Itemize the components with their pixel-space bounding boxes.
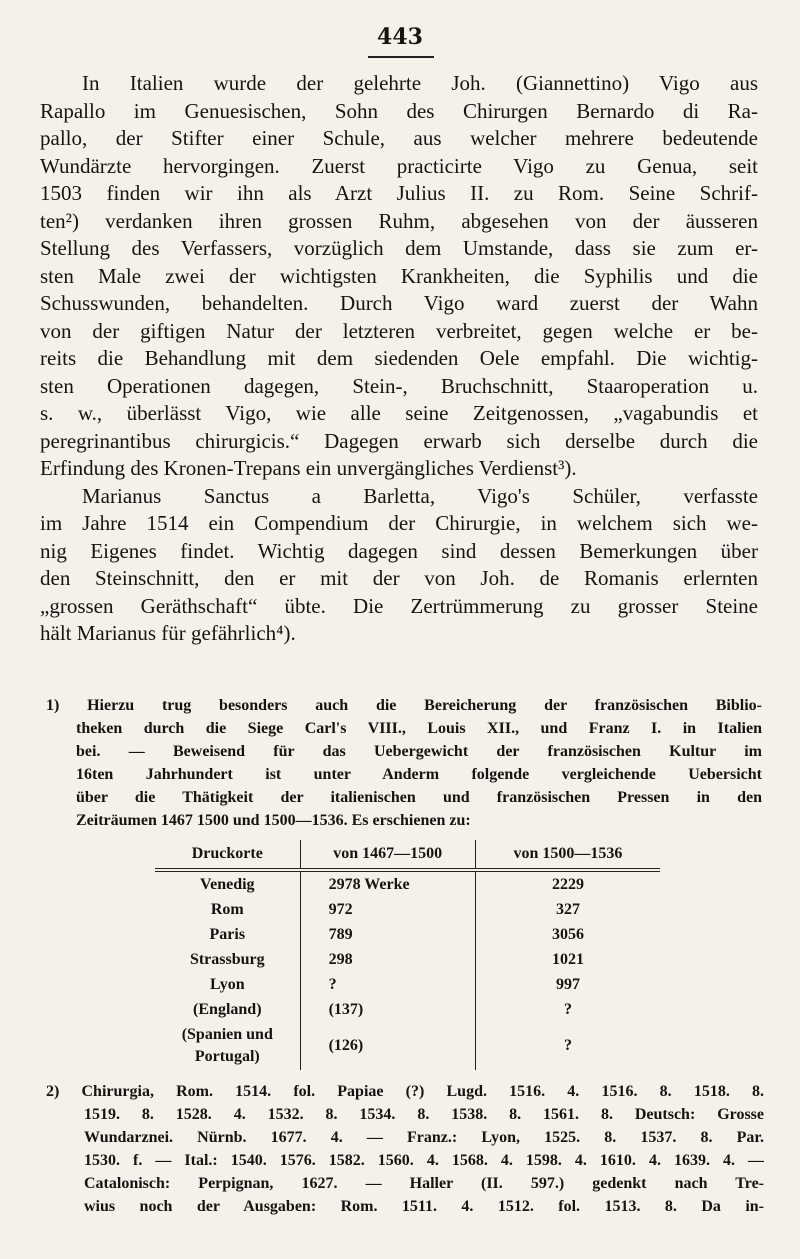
column-header: Druckorte (155, 840, 300, 870)
table-cell: 3056 (475, 922, 660, 947)
column-header: von 1467—1500 (300, 840, 475, 870)
table-cell: (Spanien und Portugal) (181, 1026, 273, 1065)
body-line: Stellung des Verfassers, vorzüglich dem Umstande, dass sie zum er- (40, 236, 758, 260)
table-cell: 1021 (475, 947, 660, 972)
footnote-2 (46, 1080, 764, 1218)
footnote-line: Wundarznei. Nürnb. 1677. 4. — Franz.: Lyon, 1525. 8. 1537. 8. Par. (84, 1129, 764, 1146)
table-cell: ? (475, 997, 660, 1022)
body-line: sten Male zwei der wichtigsten Krankheiten, die Syphilis und die (40, 263, 758, 288)
header-rule (368, 56, 434, 58)
table-cell: 298 (300, 947, 475, 972)
table-cell: (137) (300, 997, 475, 1022)
table-cell: ? (475, 1022, 660, 1070)
table-cell: Rom (210, 900, 244, 918)
body-line: Erfindung des Kronen-Trepans ein unvergängliches Verdienst³). (40, 456, 577, 480)
table-row (155, 997, 660, 1022)
table-cell: Venedig (200, 875, 255, 893)
footnote-line: wius noch der Ausgaben: Rom. 1511. 4. 1512. fol. 1513. 8. Da in- (84, 1198, 764, 1215)
table-cell: ? (300, 972, 475, 997)
body-line: Marianus Sanctus a Barletta, Vigo's Schüler, verfasste (82, 483, 758, 508)
footnote-1 (46, 694, 762, 832)
body-line: sten Operationen dagegen, Stein-, Bruchschnitt, Staaroperation u. (40, 373, 758, 398)
body-line: In Italien wurde der gelehrte Joh. (Giannettino) Vigo aus (82, 71, 758, 95)
body-line: Rapallo im Genuesischen, Sohn des Chirurgen Bernardo di Ra- (40, 98, 758, 123)
body-line: Schusswunden, behandelten. Durch Vigo ward zuerst der Wahn (40, 291, 758, 315)
footnote-line: über die Thätigkeit der italienischen und französischen Pressen in den (76, 789, 762, 806)
column-header: von 1500—1536 (475, 840, 660, 870)
footnote-line: 2) Chirurgia, Rom. 1514. fol. Papiae (?) Lugd. 1516. 4. 1516. 8. 1518. 8. (46, 1083, 764, 1100)
table-cell: 327 (475, 897, 660, 922)
table-cell: 2978 Werke (300, 870, 475, 897)
main-text (40, 70, 758, 648)
footnote-line: Zeiträumen 1467 1500 und 1500—1536. Es erschienen zu: (76, 812, 471, 829)
table-row (155, 1022, 660, 1070)
table-cell: Lyon (209, 975, 245, 993)
table-cell: (126) (300, 1022, 475, 1070)
body-line: den Steinschnitt, den er mit der von Joh. de Romanis erlernten (40, 566, 758, 590)
footnote-line: 1) Hierzu trug besonders auch die Bereicherung der französischen Biblio- (46, 697, 762, 714)
table-row (155, 972, 660, 997)
footnote-line: 1530. f. — Ital.: 1540. 1576. 1582. 1560. 4. 1568. 4. 1598. 4. 1610. 4. 1639. 4. — (84, 1152, 764, 1169)
table-cell: (England) (193, 1000, 262, 1018)
page-number: 443 (377, 24, 423, 50)
footnote-line: 1519. 8. 1528. 4. 1532. 8. 1534. 8. 1538. 8. 1561. 8. Deutsch: Grosse (84, 1106, 764, 1123)
table-row (155, 922, 660, 947)
table-row (155, 947, 660, 972)
body-line: von der giftigen Natur der letzteren verbreitet, gegen welche er be- (40, 318, 758, 343)
body-line: pallo, der Stifter einer Schule, aus welcher mehrere bedeutende (40, 126, 758, 150)
body-line: 1503 finden wir ihn als Arzt Julius II. zu Rom. Seine Schrif- (40, 181, 758, 205)
body-line: im Jahre 1514 ein Compendium der Chirurgie, in welchem sich we- (40, 511, 758, 535)
table-row (155, 897, 660, 922)
table-cell: Strassburg (189, 950, 265, 968)
table-cell: Paris (209, 925, 246, 943)
body-line: hält Marianus für gefährlich⁴). (40, 621, 296, 645)
table-cell: 997 (475, 972, 660, 997)
body-line: Wundärzte hervorgingen. Zuerst practicirte Vigo zu Genua, seit (40, 153, 758, 178)
body-line: „grossen Geräthschaft“ übte. Die Zertrümmerung zu grosser Steine (40, 593, 758, 618)
footnote-line: bei. — Beweisend für das Uebergewicht der französischen Kultur im (76, 743, 762, 760)
body-line: s. w., überlässt Vigo, wie alle seine Zeitgenossen, „vagabundis et (40, 401, 758, 425)
table-row (155, 870, 660, 897)
footnote-line: Catalonisch: Perpignan, 1627. — Haller (II. 597.) gedenkt nach Tre- (84, 1175, 764, 1192)
table-cell: 972 (300, 897, 475, 922)
body-line: nig Eigenes findet. Wichtig dagegen sind dessen Bemerkungen über (40, 538, 758, 563)
body-line: peregrinantibus chirurgicis.“ Dagegen erwarb sich derselbe durch die (40, 428, 758, 453)
table-header-row (155, 840, 660, 870)
table-cell: 2229 (475, 870, 660, 897)
press-comparison-table (155, 840, 660, 1070)
footnote-line: theken durch die Siege Carl's VIII., Louis XII., und Franz I. in Italien (76, 720, 762, 737)
body-line: ten²) verdanken ihren grossen Ruhm, abgesehen von der äusseren (40, 208, 758, 233)
body-line: reits die Behandlung mit dem siedenden Oele empfahl. Die wichtig- (40, 346, 758, 370)
table-cell: 789 (300, 922, 475, 947)
footnote-line: 16ten Jahrhundert ist unter Anderm folgende vergleichende Uebersicht (76, 766, 762, 783)
